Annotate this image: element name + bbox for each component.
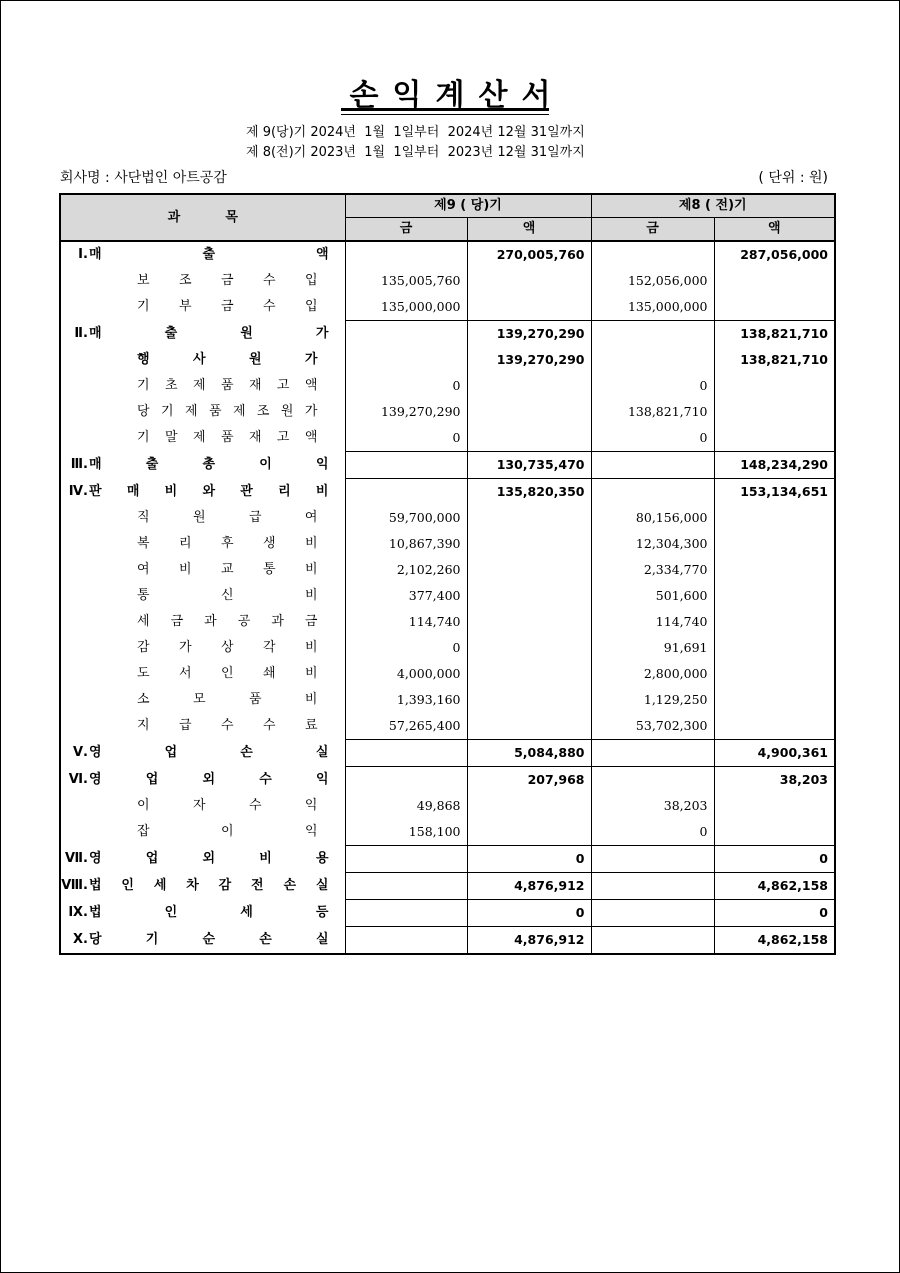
title-underline-thick — [341, 108, 549, 111]
income-statement-table — [59, 193, 836, 955]
current-total-amount — [467, 793, 591, 819]
sub-item-label: 잡 이 익 — [137, 824, 318, 840]
row-label — [60, 819, 345, 846]
prior-total-amount: 4,862,158 — [714, 927, 835, 955]
prior-total-amount — [714, 268, 835, 294]
sub-item-label: 여 비 교 통 비 — [137, 562, 318, 577]
row-label — [60, 609, 345, 635]
prior-detail-amount: 0 — [591, 373, 714, 399]
prior-detail-amount — [591, 927, 714, 955]
table-row — [60, 452, 835, 479]
prior-detail-amount: 80,156,000 — [591, 505, 714, 531]
current-detail-amount: 158,100 — [345, 819, 467, 846]
table-row — [60, 294, 835, 321]
table-row — [60, 583, 835, 609]
roman-numeral: Ⅵ — [68, 771, 83, 787]
current-total-amount: 130,735,470 — [467, 452, 591, 479]
sub-item-label: 기 초 제 품 재 고 액 — [137, 378, 318, 393]
prior-total-amount — [714, 505, 835, 531]
prior-detail-amount: 1,129,250 — [591, 687, 714, 713]
current-total-amount: 207,968 — [467, 767, 591, 794]
prior-total-amount — [714, 399, 835, 425]
row-label: Ⅲ . 매 출 총 이 익 — [60, 452, 345, 479]
prior-total-amount: 138,821,710 — [714, 347, 835, 373]
table-row — [60, 740, 835, 767]
main-item-label: 매 출 원 가 — [89, 325, 329, 341]
prior-total-amount — [714, 635, 835, 661]
current-total-amount: 4,876,912 — [467, 927, 591, 955]
current-total-amount — [467, 268, 591, 294]
row-label: Ⅳ . 판 매 비 와 관 리 비 — [60, 479, 345, 506]
prior-total-amount — [714, 661, 835, 687]
current-detail-amount — [345, 846, 467, 873]
table-row — [60, 479, 835, 506]
prior-detail-amount: 152,056,000 — [591, 268, 714, 294]
sub-item-label: 기 말 제 품 재 고 액 — [137, 430, 318, 446]
table-row — [60, 557, 835, 583]
prior-total-amount: 4,862,158 — [714, 873, 835, 900]
row-label: Ⅰ . 매 출 액 — [60, 241, 345, 268]
sub-item-label: 도 서 인 쇄 비 — [137, 666, 318, 681]
current-total-amount — [467, 687, 591, 713]
current-total-amount: 5,084,880 — [467, 740, 591, 767]
prior-total-amount: 153,134,651 — [714, 479, 835, 506]
row-label: Ⅸ . 법 인 세 등 — [60, 900, 345, 927]
current-total-amount: 135,820,350 — [467, 479, 591, 506]
current-total-amount: 0 — [467, 900, 591, 927]
prior-total-amount: 4,900,361 — [714, 740, 835, 767]
prior-total-amount: 287,056,000 — [714, 241, 835, 268]
current-total-amount: 4,876,912 — [467, 873, 591, 900]
sub-item-label: 당 기 제 품 제 조 원 가 — [137, 404, 318, 419]
prior-detail-amount: 2,800,000 — [591, 661, 714, 687]
prior-detail-amount: 91,691 — [591, 635, 714, 661]
roman-numeral: Ⅳ — [68, 483, 83, 499]
prior-detail-amount: 38,203 — [591, 793, 714, 819]
prior-total-amount — [714, 819, 835, 846]
row-label — [60, 268, 345, 294]
prior-total-amount — [714, 713, 835, 740]
table-row — [60, 399, 835, 425]
current-detail-amount — [345, 767, 467, 794]
main-item-label: 판 매 비 와 관 리 비 — [89, 483, 329, 499]
table-row — [60, 635, 835, 661]
main-item-label: 법 인 세 등 — [89, 905, 329, 920]
table-row — [60, 687, 835, 713]
roman-numeral: Ⅲ — [70, 457, 83, 472]
current-detail-amount — [345, 927, 467, 955]
table-row — [60, 268, 835, 294]
table-row — [60, 531, 835, 557]
current-detail-amount: 2,102,260 — [345, 557, 467, 583]
prior-detail-amount: 114,740 — [591, 609, 714, 635]
current-total-amount — [467, 294, 591, 321]
sub-item-label: 직 원 급 여 — [137, 510, 318, 525]
table-row — [60, 425, 835, 452]
current-total-amount — [467, 609, 591, 635]
table-row — [60, 347, 835, 373]
current-detail-amount — [345, 873, 467, 900]
prior-total-amount: 38,203 — [714, 767, 835, 794]
document-title: 손익계산서 — [349, 78, 565, 113]
prior-detail-amount — [591, 767, 714, 794]
row-label — [60, 347, 345, 373]
current-total-amount: 139,270,290 — [467, 347, 591, 373]
row-label — [60, 531, 345, 557]
prior-detail-amount: 501,600 — [591, 583, 714, 609]
sub-item-label: 지 급 수 수 료 — [137, 718, 318, 734]
currency-unit: ( 단위 : 원) — [758, 170, 828, 186]
prior-detail-amount: 0 — [591, 425, 714, 452]
row-label — [60, 583, 345, 609]
header-prior-period: 제8 ( 전)기 — [591, 194, 835, 218]
prior-detail-amount — [591, 241, 714, 268]
table-row — [60, 241, 835, 268]
table-body — [60, 241, 835, 954]
current-total-amount — [467, 373, 591, 399]
current-detail-amount: 57,265,400 — [345, 713, 467, 740]
row-label: Ⅶ . 영 업 외 비 용 — [60, 846, 345, 873]
prior-total-amount — [714, 425, 835, 452]
prior-detail-amount — [591, 347, 714, 373]
current-detail-amount — [345, 347, 467, 373]
row-label — [60, 505, 345, 531]
prior-total-amount — [714, 583, 835, 609]
row-label — [60, 793, 345, 819]
prior-detail-amount: 135,000,000 — [591, 294, 714, 321]
header-amount-right: 액 — [714, 218, 835, 242]
table-row — [60, 713, 835, 740]
current-total-amount — [467, 583, 591, 609]
current-detail-amount: 4,000,000 — [345, 661, 467, 687]
sub-item-label: 기 부 금 수 입 — [137, 299, 318, 315]
prior-total-amount: 0 — [714, 846, 835, 873]
current-detail-amount: 135,005,760 — [345, 268, 467, 294]
current-total-amount — [467, 425, 591, 452]
prior-total-amount — [714, 793, 835, 819]
main-item-label: 법 인 세 차 감 전 손 실 — [89, 878, 329, 893]
current-total-amount: 0 — [467, 846, 591, 873]
row-label — [60, 661, 345, 687]
sub-item-label: 이 자 수 익 — [137, 798, 318, 813]
prior-detail-amount: 2,334,770 — [591, 557, 714, 583]
table-row — [60, 819, 835, 846]
prior-detail-amount — [591, 873, 714, 900]
sub-item-label: 보 조 금 수 입 — [137, 273, 318, 288]
prior-detail-amount: 138,821,710 — [591, 399, 714, 425]
roman-numeral: Ⅹ — [72, 931, 83, 947]
sub-item-label: 통 신 비 — [137, 588, 318, 603]
roman-numeral: Ⅸ — [68, 905, 83, 920]
main-item-label: 매 출 액 — [89, 247, 329, 262]
current-detail-amount — [345, 900, 467, 927]
current-detail-amount: 377,400 — [345, 583, 467, 609]
current-detail-amount: 10,867,390 — [345, 531, 467, 557]
current-total-amount — [467, 505, 591, 531]
prior-total-amount: 148,234,290 — [714, 452, 835, 479]
prior-total-amount — [714, 531, 835, 557]
period-current: 제 9(당)기 2024년 1월 1일부터 2024년 12월 31일까지 — [246, 125, 585, 140]
main-item-label: 영 업 외 비 용 — [89, 851, 329, 866]
table-row — [60, 373, 835, 399]
prior-total-amount — [714, 373, 835, 399]
row-label — [60, 687, 345, 713]
header-current-period: 제9 ( 당)기 — [345, 194, 591, 218]
main-item-label: 영 업 외 수 익 — [89, 771, 329, 787]
row-label — [60, 635, 345, 661]
row-label — [60, 399, 345, 425]
prior-detail-amount — [591, 321, 714, 348]
table-row — [60, 505, 835, 531]
main-item-label: 당 기 순 손 실 — [89, 931, 329, 947]
prior-detail-amount: 53,702,300 — [591, 713, 714, 740]
current-detail-amount — [345, 740, 467, 767]
row-label: Ⅷ . 법 인 세 차 감 전 손 실 — [60, 873, 345, 900]
prior-total-amount — [714, 294, 835, 321]
current-detail-amount: 114,740 — [345, 609, 467, 635]
current-detail-amount: 1,393,160 — [345, 687, 467, 713]
current-detail-amount: 49,868 — [345, 793, 467, 819]
sub-item-label: 세 금 과 공 과 금 — [137, 614, 318, 629]
current-detail-amount: 0 — [345, 373, 467, 399]
prior-detail-amount — [591, 452, 714, 479]
sub-item-label: 소 모 품 비 — [137, 692, 318, 707]
row-label — [60, 425, 345, 452]
current-total-amount — [467, 635, 591, 661]
current-total-amount — [467, 819, 591, 846]
table-row — [60, 873, 835, 900]
roman-numeral: Ⅱ — [74, 325, 83, 341]
prior-total-amount: 0 — [714, 900, 835, 927]
current-detail-amount: 0 — [345, 635, 467, 661]
current-detail-amount — [345, 241, 467, 268]
current-detail-amount: 0 — [345, 425, 467, 452]
prior-detail-amount — [591, 479, 714, 506]
prior-total-amount: 138,821,710 — [714, 321, 835, 348]
row-label — [60, 294, 345, 321]
prior-detail-amount — [591, 846, 714, 873]
prior-detail-amount: 12,304,300 — [591, 531, 714, 557]
row-label: Ⅵ . 영 업 외 수 익 — [60, 767, 345, 794]
row-label: Ⅱ . 매 출 원 가 — [60, 321, 345, 348]
current-total-amount — [467, 661, 591, 687]
roman-numeral: Ⅰ — [78, 247, 83, 262]
table-row — [60, 927, 835, 955]
current-detail-amount — [345, 452, 467, 479]
current-detail-amount: 139,270,290 — [345, 399, 467, 425]
header-amount-left: 금 — [591, 218, 714, 242]
roman-numeral: Ⅴ — [72, 745, 83, 760]
current-total-amount — [467, 531, 591, 557]
row-label: Ⅹ . 당 기 순 손 실 — [60, 927, 345, 955]
current-detail-amount — [345, 321, 467, 348]
row-label — [60, 373, 345, 399]
prior-detail-amount — [591, 900, 714, 927]
current-detail-amount: 59,700,000 — [345, 505, 467, 531]
title-underline-thin — [341, 114, 549, 115]
row-label: Ⅴ . 영 업 손 실 — [60, 740, 345, 767]
main-item-label: 영 업 손 실 — [89, 745, 329, 760]
table-row — [60, 321, 835, 348]
prior-total-amount — [714, 609, 835, 635]
current-total-amount — [467, 399, 591, 425]
table-row — [60, 767, 835, 794]
current-total-amount: 139,270,290 — [467, 321, 591, 348]
row-label — [60, 713, 345, 740]
table-row — [60, 900, 835, 927]
prior-total-amount — [714, 687, 835, 713]
table-row — [60, 609, 835, 635]
prior-total-amount — [714, 557, 835, 583]
company-name: 회사명 : 사단법인 아트공감 — [60, 170, 227, 186]
header-amount-left: 금 — [345, 218, 467, 242]
header-amount-right: 액 — [467, 218, 591, 242]
roman-numeral: Ⅷ — [61, 878, 83, 893]
table-row — [60, 793, 835, 819]
sub-item-label: 감 가 상 각 비 — [137, 640, 318, 655]
roman-numeral: Ⅶ — [64, 851, 83, 866]
current-detail-amount: 135,000,000 — [345, 294, 467, 321]
current-detail-amount — [345, 479, 467, 506]
current-total-amount — [467, 557, 591, 583]
sub-item-label: 복 리 후 생 비 — [137, 536, 318, 551]
prior-detail-amount — [591, 740, 714, 767]
sub-total-label: 행 사 원 가 — [137, 352, 318, 367]
current-total-amount — [467, 713, 591, 740]
main-item-label: 매 출 총 이 익 — [89, 457, 329, 472]
table-row — [60, 661, 835, 687]
header-subject: 과 목 — [60, 194, 345, 241]
row-label — [60, 557, 345, 583]
period-prior: 제 8(전)기 2023년 1월 1일부터 2023년 12월 31일까지 — [246, 145, 585, 160]
table-row — [60, 846, 835, 873]
current-total-amount: 270,005,760 — [467, 241, 591, 268]
prior-detail-amount: 0 — [591, 819, 714, 846]
